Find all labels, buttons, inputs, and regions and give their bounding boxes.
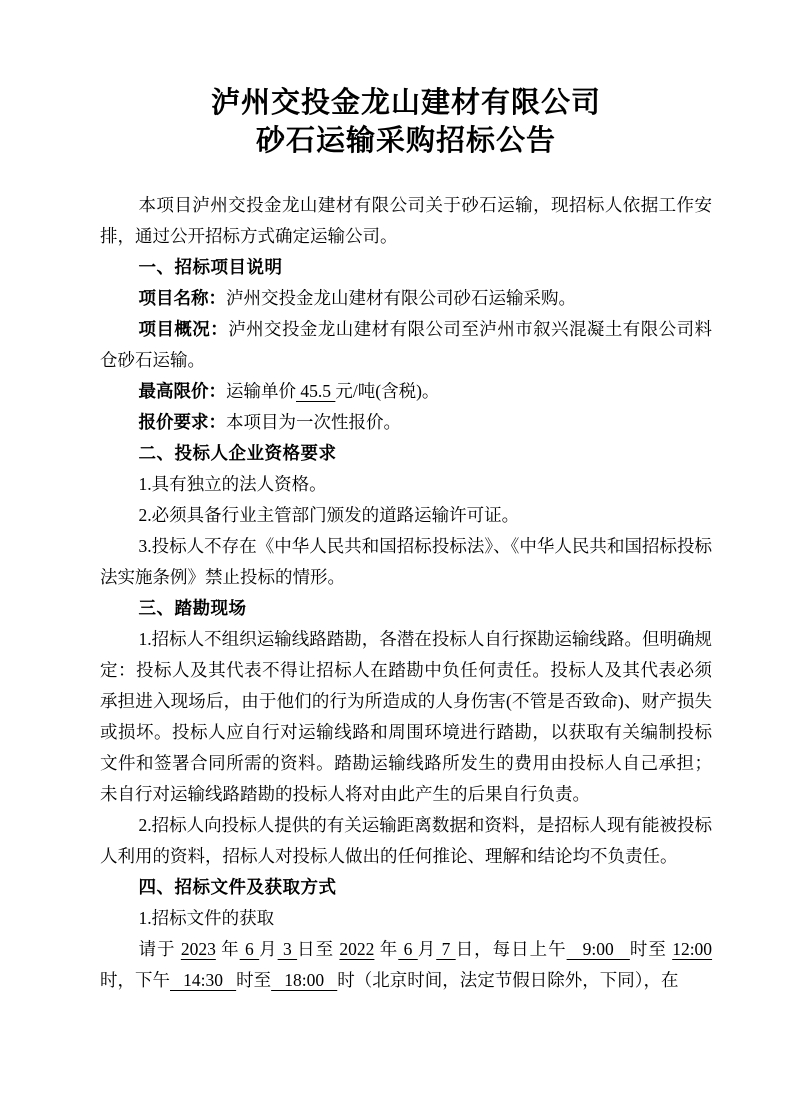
section-2-item-3: 3.投标人不存在《中华人民共和国招标投标法》、《中华人民共和国招标投标法实施条例》禁止投标的情形。 xyxy=(100,536,712,587)
project-name-label: 项目名称： xyxy=(138,288,226,308)
section-1-heading: 一、招标项目说明 xyxy=(138,257,283,277)
underlined-value: 6 xyxy=(398,939,418,959)
title-line-2: 砂石运输采购招标公告 xyxy=(255,125,556,157)
section-2-item-2: 2.必须具备行业主管部门颁发的道路运输许可证。 xyxy=(138,505,520,525)
document-obtain-dates-paragraph xyxy=(100,934,712,996)
project-overview-paragraph xyxy=(100,314,712,376)
text-run: 月 xyxy=(259,939,278,959)
intro-paragraph: 本项目泸州交投金龙山建材有限公司关于砂石运输，现招标人依据工作安排，通过公开招标方式确定运输公司。 xyxy=(100,195,712,246)
section-2-item-1: 1.具有独立的法人资格。 xyxy=(138,474,327,494)
text-run: 时至 xyxy=(629,939,673,959)
document-title xyxy=(100,84,712,160)
text-run: 时（北京时间，法定节假日除外，下同），在 xyxy=(337,970,679,990)
text-run: 运输单价 xyxy=(226,381,296,401)
project-overview-value: 泸州交投金龙山建材有限公司至泸州市叙兴混凝土有限公司料仓砂石运输。 xyxy=(100,319,713,370)
section-3-item-1: 1.招标人不组织运输线路踏勘，各潜在投标人自行探勘运输线路。但明确规定：投标人及其代表不得让招标人在踏勘中负任何责任。投标人及其代表必须承担进入现场后，由于他们的行为所造成的人身伤害(不管是否致命)、财产损失或损坏。投标人应自行对运输线路和周围环境进行踏勘，以获取有关编制投标文件和签署合同所需的资料。踏勘运输线路所发生的费用由投标人自己承担；未自行对运输线路踏勘的投标人将对由此产生的后果自行负责。 xyxy=(100,629,712,804)
section-3-item-2: 2.招标人向投标人提供的有关运输距离数据和资料，是招标人现有能被投标人利用的资料，招标人对投标人做出的任何推论、理解和结论均不负责任。 xyxy=(100,815,712,866)
section-3-heading: 三、踏勘现场 xyxy=(138,598,247,618)
max-price-paragraph xyxy=(100,376,712,407)
underlined-value: 9:00 xyxy=(566,939,630,959)
text-run: 日，每日上午 xyxy=(455,939,567,959)
text-run: 年 xyxy=(215,939,240,959)
underlined-value: 3 xyxy=(277,939,298,959)
project-name-value: 泸州交投金龙山建材有限公司砂石运输采购。 xyxy=(226,288,576,308)
text-run: 月 xyxy=(417,939,437,959)
title-line-1: 泸州交投金龙山建材有限公司 xyxy=(210,87,601,119)
underlined-value: 6 xyxy=(239,939,260,959)
underlined-value: 18:00 xyxy=(271,970,338,990)
text-run: 日至 xyxy=(297,939,340,959)
underlined-value: 7 xyxy=(436,939,456,959)
section-4-item-1: 1.招标文件的获取 xyxy=(138,908,275,928)
underlined-value: 45.5 xyxy=(296,381,336,401)
max-price-label: 最高限价： xyxy=(138,381,226,401)
max-price-value xyxy=(226,381,439,401)
quote-requirement-label: 报价要求： xyxy=(138,412,226,432)
project-name-paragraph xyxy=(100,283,712,314)
underlined-value: 14:30 xyxy=(170,970,237,990)
text-run: 时至 xyxy=(236,970,272,990)
text-run: 年 xyxy=(374,939,399,959)
underlined-value: 2022 xyxy=(339,939,375,959)
section-4-heading: 四、招标文件及获取方式 xyxy=(138,877,337,897)
quote-requirement-paragraph xyxy=(100,407,712,438)
project-overview-label: 项目概况： xyxy=(138,319,229,339)
underlined-value: 2023 xyxy=(180,939,216,959)
text-run: 元/吨(含税)。 xyxy=(335,381,440,401)
text-run: 时，下午 xyxy=(100,970,170,990)
quote-requirement-value: 本项目为一次性报价。 xyxy=(226,412,401,432)
section-2-heading: 二、投标人企业资格要求 xyxy=(138,443,337,463)
text-run: 请于 xyxy=(138,939,181,959)
underlined-value: 12:00 xyxy=(672,939,713,959)
